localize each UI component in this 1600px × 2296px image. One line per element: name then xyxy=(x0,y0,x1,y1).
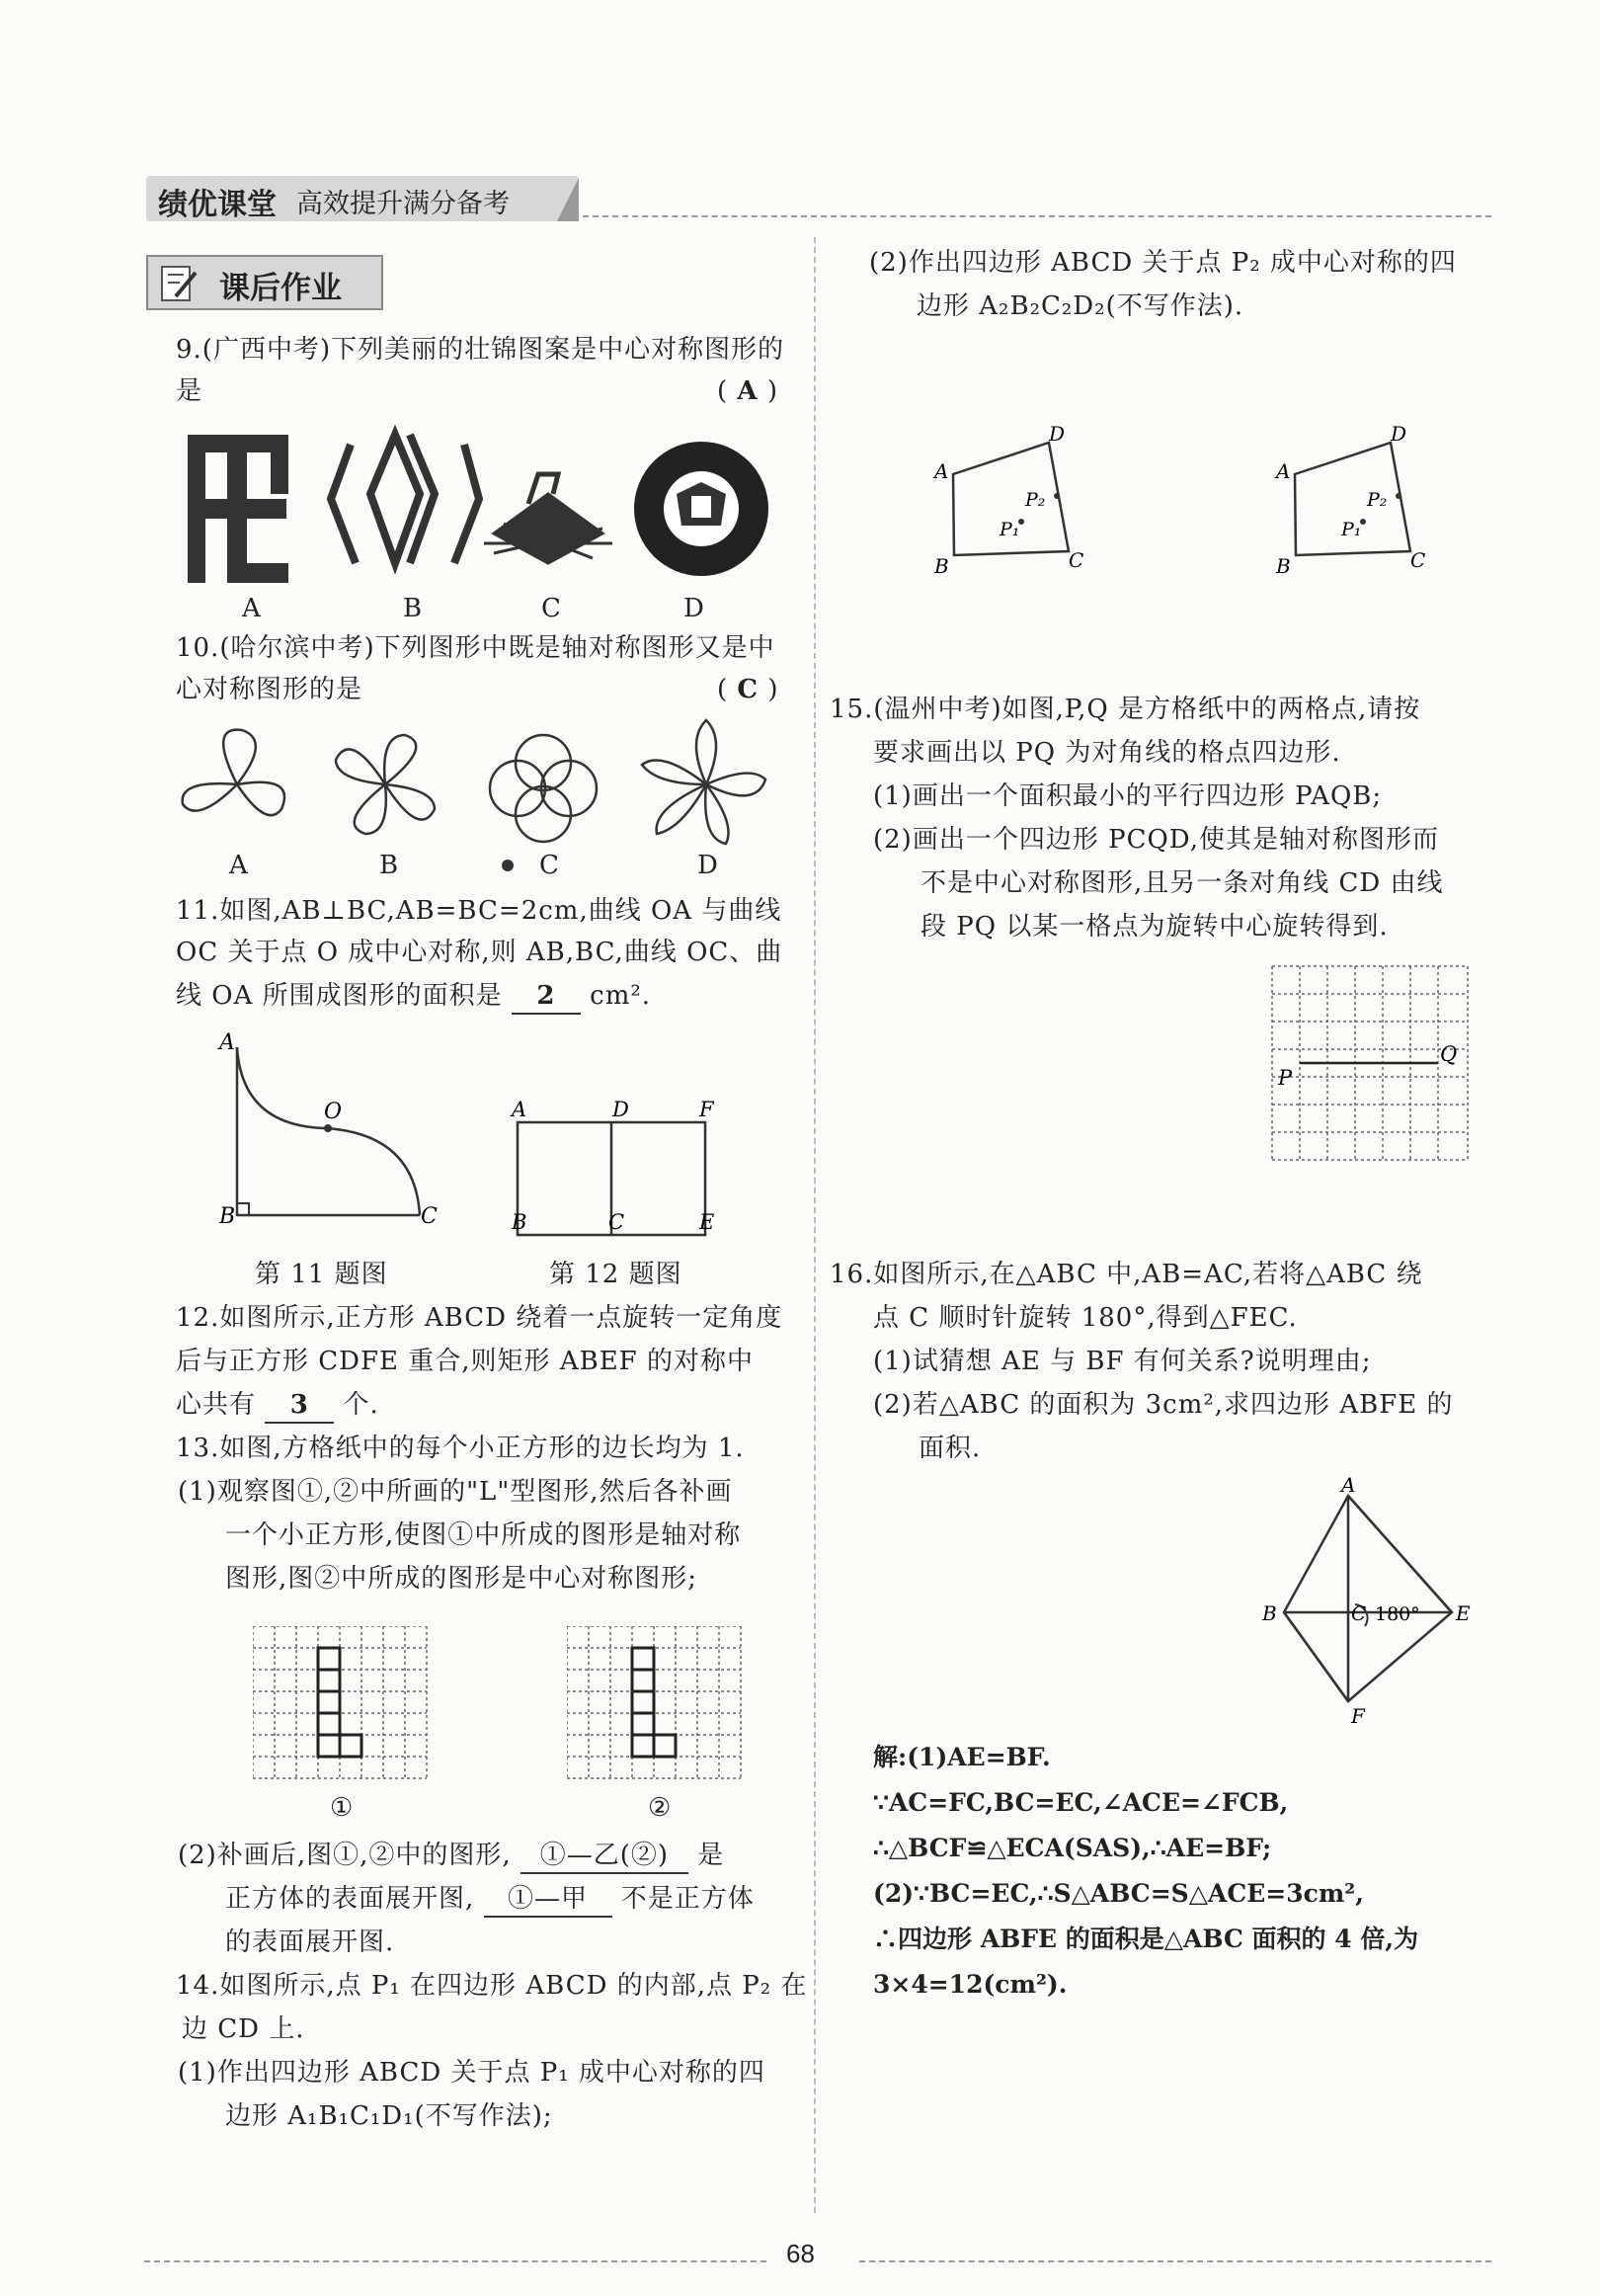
q13-grid-1 xyxy=(253,1626,431,1784)
q10-figure-c xyxy=(490,735,597,842)
q11-line3 xyxy=(176,974,651,1018)
q15-p2-l3: 段 PQ 以某一格点为旋转中心旋转得到. xyxy=(920,912,1389,942)
svg-text:A: A xyxy=(934,459,949,483)
header-divider xyxy=(583,215,1491,217)
solution-line-5: ∴四边形 ABFE 的面积是△ABC 面积的 4 倍,为 xyxy=(873,1925,1419,1953)
svg-text:B: B xyxy=(1276,554,1291,578)
fig12-point-d: D xyxy=(612,1098,629,1121)
fig11-point-b: B xyxy=(219,1204,236,1225)
q14-p2-l2: 边形 A₂B₂C₂D₂(不写作法). xyxy=(917,291,1244,321)
fig12-point-f: F xyxy=(699,1098,714,1121)
svg-text:D: D xyxy=(1049,422,1066,446)
q11-line1: 11.如图,AB⊥BC,AB=BC=2cm,曲线 OA 与曲线 xyxy=(176,896,782,926)
q12-line2: 后与正方形 CDFE 重合,则矩形 ABEF 的对称中 xyxy=(176,1347,754,1376)
q10-answer: C xyxy=(737,675,760,704)
svg-text:C: C xyxy=(1069,548,1084,572)
q12-line3-post: 个. xyxy=(343,1390,379,1420)
solution-line-3: ∴△BCF≌△ECA(SAS),∴AE=BF; xyxy=(873,1834,1272,1862)
q13-p2-l2: 正方体的表面展开图, ①—甲 不是正方体 xyxy=(225,1877,755,1921)
q12-line3 xyxy=(176,1383,379,1427)
q11-line3-post: cm². xyxy=(590,981,652,1011)
q13-p2-l3: 的表面展开图. xyxy=(225,1927,395,1957)
svg-text:P₂: P₂ xyxy=(1025,489,1046,511)
svg-text:A: A xyxy=(1276,459,1291,483)
fig11 xyxy=(217,1027,444,1225)
q15-p2-l2: 不是中心对称图形,且另一条对角线 CD 由线 xyxy=(920,868,1444,898)
q14-p1-l2: 边形 A₁B₁C₁D₁(不写作法); xyxy=(225,2101,553,2131)
q9-figure-a xyxy=(188,435,288,583)
fig12-point-b: B xyxy=(512,1210,527,1234)
svg-text:Q: Q xyxy=(1440,1042,1458,1066)
q13-answer-2: ①—甲 xyxy=(484,1882,612,1918)
footer-divider-right xyxy=(859,2260,1491,2262)
q13-answer-1: ①—乙(②) xyxy=(520,1839,688,1874)
q9-answer: A xyxy=(737,376,759,406)
q10-figure-b xyxy=(336,735,435,834)
solution-line-4: (2)∵BC=EC,∴S△ABC=S△ACE=3cm², xyxy=(873,1879,1364,1908)
footer-divider-left xyxy=(144,2260,766,2262)
solution-line-1: 解:(1)AE=BF. xyxy=(873,1743,1051,1771)
q12-answer: 3 xyxy=(265,1388,334,1424)
q9-label-c: C xyxy=(541,594,562,623)
svg-text:180°: 180° xyxy=(1375,1603,1420,1625)
q10-label-a: A xyxy=(229,851,249,880)
fig12-point-c: C xyxy=(608,1210,625,1234)
q16-p1: (1)试猜想 AE 与 BF 有何关系?说明理由; xyxy=(873,1347,1372,1376)
q14-p1-l1: (1)作出四边形 ABCD 关于点 P₁ 成中心对称的四 xyxy=(178,2058,765,2088)
section-title-box xyxy=(146,255,383,310)
q14-quad-2 xyxy=(1260,415,1438,583)
q13-p1-l3: 图形,图②中所成的图形是中心对称图形; xyxy=(225,1564,698,1594)
q9-line1: 9.(广西中考)下列美丽的壮锦图案是中心对称图形的 xyxy=(176,335,785,365)
fig11-caption: 第 11 题图 xyxy=(255,1260,388,1289)
q15-line2: 要求画出以 PQ 为对角线的格点四边形. xyxy=(873,738,1341,768)
svg-text:P₁: P₁ xyxy=(1341,519,1362,540)
q13-grid-2 xyxy=(567,1626,745,1784)
solution-line-6: 3×4=12(cm²). xyxy=(873,1970,1068,1999)
banner-triangle-icon xyxy=(557,178,579,221)
q13-p1-l1: (1)观察图①,②中所画的"L"型图形,然后各补画 xyxy=(178,1477,733,1507)
q11-line2: OC 关于点 O 成中心对称,则 AB,BC,曲线 OC、曲 xyxy=(176,938,783,967)
q13-fig-label-1: ① xyxy=(330,1793,355,1823)
q10-line1: 10.(哈尔滨中考)下列图形中既是轴对称图形又是中 xyxy=(176,633,775,663)
q14-line2: 边 CD 上. xyxy=(182,2014,305,2044)
fig11-point-a: A xyxy=(219,1030,235,1055)
solution-line-2: ∵AC=FC,BC=EC,∠ACE=∠FCB, xyxy=(873,1788,1289,1817)
q15-line1: 15.(温州中考)如图,P,Q 是方格纸中的两格点,请按 xyxy=(830,695,1421,724)
q10-selected-dot xyxy=(502,860,514,871)
q15-p1: (1)画出一个面积最小的平行四边形 PAQB; xyxy=(873,781,1383,811)
fig12-point-a: A xyxy=(512,1098,527,1121)
notebook-pencil-icon xyxy=(156,261,200,304)
fig12-caption: 第 12 题图 xyxy=(549,1260,682,1289)
q16-p2-l2: 面积. xyxy=(919,1434,982,1463)
q13-line1: 13.如图,方格纸中的每个小正方形的边长均为 1. xyxy=(176,1434,745,1463)
svg-text:E: E xyxy=(1456,1601,1471,1625)
fig12-point-e: E xyxy=(699,1210,715,1234)
q10-figure-a xyxy=(183,730,284,816)
q9-line2: 是 xyxy=(176,376,203,406)
q10-answer-bracket: ( C ) xyxy=(717,675,779,704)
svg-text:B: B xyxy=(934,554,949,578)
fig11-point-o: O xyxy=(324,1100,343,1124)
q9-figure-b xyxy=(331,435,479,563)
q12-line1: 12.如图所示,正方形 ABCD 绕着一点旋转一定角度 xyxy=(176,1303,783,1333)
q9-label-d: D xyxy=(683,594,705,623)
svg-text:A: A xyxy=(1341,1476,1356,1497)
q9-label-a: A xyxy=(242,594,262,623)
q9-figure-c xyxy=(484,474,612,563)
q9-label-b: B xyxy=(403,594,424,623)
q13-p1-l2: 一个小正方形,使图①中所成的图形是轴对称 xyxy=(225,1520,742,1550)
q16-line2: 点 C 顺时针旋转 180°,得到△FEC. xyxy=(873,1303,1298,1333)
q13-fig-label-2: ② xyxy=(648,1793,673,1823)
svg-text:B: B xyxy=(1262,1601,1277,1625)
q9-figure-d xyxy=(634,442,768,576)
svg-text:C: C xyxy=(1351,1601,1367,1625)
q16-figure xyxy=(1254,1476,1481,1733)
q14-p2-l1: (2)作出四边形 ABCD 关于点 P₂ 成中心对称的四 xyxy=(869,248,1457,278)
column-divider xyxy=(814,237,816,2213)
q11-line3-pre: 线 OA 所围成图形的面积是 xyxy=(176,981,503,1011)
q16-line1: 16.如图所示,在△ABC 中,AB=AC,若将△ABC 绕 xyxy=(830,1260,1423,1289)
q10-line2: 心对称图形的是 xyxy=(176,675,363,704)
q10-figure-d xyxy=(642,720,765,844)
q9-answer-bracket: ( A ) xyxy=(717,376,779,406)
q16-p2-l1: (2)若△ABC 的面积为 3cm²,求四边形 ABFE 的 xyxy=(873,1390,1454,1420)
svg-text:D: D xyxy=(1391,422,1407,446)
q14-line1: 14.如图所示,点 P₁ 在四边形 ABCD 的内部,点 P₂ 在 xyxy=(176,1971,808,2001)
svg-text:P₂: P₂ xyxy=(1367,489,1388,511)
brand-title: 绩优课堂 xyxy=(158,188,277,222)
svg-text:F: F xyxy=(1351,1704,1365,1728)
q10-figures xyxy=(168,715,780,854)
section-title: 课后作业 xyxy=(219,271,342,306)
q12-line3-pre: 心共有 xyxy=(176,1390,257,1420)
brand-slogan: 高效提升满分备考 xyxy=(296,189,510,219)
svg-text:P: P xyxy=(1278,1066,1293,1090)
fig11-point-c: C xyxy=(421,1204,438,1225)
q15-grid xyxy=(1264,962,1478,1170)
page-number: 68 xyxy=(786,2239,815,2268)
q13-p2-l1: (2)补画后,图①,②中的图形, ①—乙(②) 是 xyxy=(178,1834,724,1877)
fig12 xyxy=(494,1087,731,1245)
header-banner xyxy=(146,176,579,221)
q14-quad-1 xyxy=(919,415,1096,583)
q10-label-d: D xyxy=(697,851,719,880)
svg-text:C: C xyxy=(1410,548,1426,572)
q11-answer: 2 xyxy=(512,979,581,1015)
q10-label-c: C xyxy=(539,851,560,880)
q15-p2-l1: (2)画出一个四边形 PCQD,使其是轴对称图形而 xyxy=(873,825,1439,855)
q10-label-b: B xyxy=(379,851,400,880)
svg-text:P₁: P₁ xyxy=(1000,519,1020,540)
